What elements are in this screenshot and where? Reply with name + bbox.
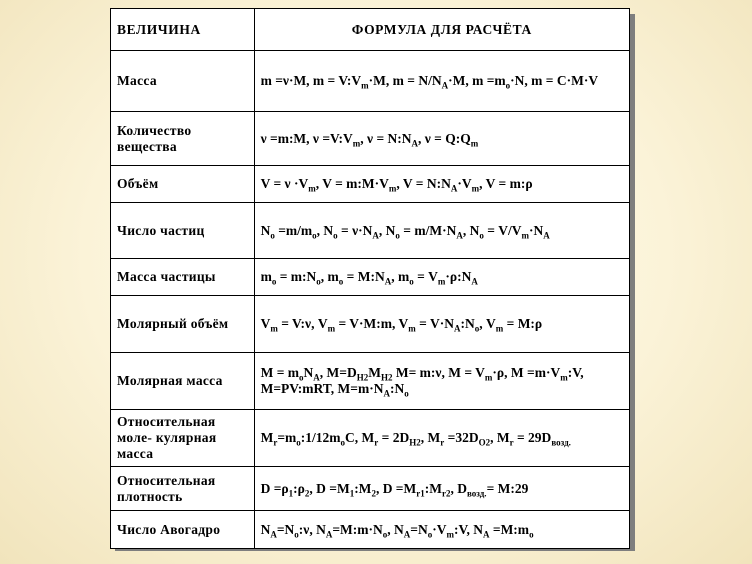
table-row — [111, 353, 630, 410]
formula-cell: $M = m_оN_A$, $M=D_{H2}M_{H2}$ M= m:ν, $M = V_m\cdot\rho$, $M =m\cdot V_m:V$, M=PV:mRT, $M=m\cdot N_A:N_о$ — [254, 353, 629, 410]
table-row — [111, 166, 630, 203]
formula-cell: $N_о =m/m_о$, $N_о = \nu\cdot N_A$, $N_о = m/M\cdot N_A$, $N_о = V/V_m\cdot N_A$ — [254, 203, 629, 259]
quantity-cell: Объём — [111, 166, 255, 203]
quantity-cell: Число частиц — [111, 203, 255, 259]
formula-cell: $V_m$ = V:ν, $V_m$ = V·M:m, $V_m$ = $V\cdot N_A:N_о$, $V_m$ = M:ρ — [254, 296, 629, 353]
table-row — [111, 203, 630, 259]
table-row — [111, 410, 630, 467]
table-row — [111, 112, 630, 166]
quantity-cell: Количество вещества — [111, 112, 255, 166]
formula-cell: ν =m:M, $\nu =V:V_m$, $\nu = N:N_A$, $\nu = Q:Q_m$ — [254, 112, 629, 166]
formula-cell: m =ν·M, $m = V:V_m\cdot M$, $m = N/N_A\cdot M$, $m =m_о\cdot N$, m = C·M·V — [254, 51, 629, 112]
table-row — [111, 296, 630, 353]
formula-cell: $N_A=N_о:\nu$, $N_A=M:m\cdot N_о$, $N_A=N_о\cdot V_m:V$, $N_A$ $=M:m_о$ — [254, 511, 629, 549]
formula-cell: $M_r=m_о:1/12m_оC$, $M_r = 2D_{H2}$, $M_r =32D_{O2}$, $M_r = 29D_{возд.}$ — [254, 410, 629, 467]
formula-table — [110, 8, 630, 549]
quantity-cell: Масса — [111, 51, 255, 112]
header-formula: ФОРМУЛА ДЛЯ РАСЧЁТА — [254, 9, 629, 51]
table-row — [111, 259, 630, 296]
quantity-cell: Относительная моле- кулярная масса — [111, 410, 255, 467]
quantity-cell: Молярная масса — [111, 353, 255, 410]
quantity-cell: Число Авогадро — [111, 511, 255, 549]
quantity-cell: Относительная плотность — [111, 467, 255, 511]
table-row — [111, 51, 630, 112]
table-row — [111, 467, 630, 511]
table-header-row — [111, 9, 630, 51]
table-row — [111, 511, 630, 549]
header-quantity: ВЕЛИЧИНА — [111, 9, 255, 51]
formula-cell: $m_о$ = $m:N_о$, $m_о$ = $M:N_A$, $m_о$ = $V_m\cdot\rho:N_A$ — [254, 259, 629, 296]
formula-cell: $V = \nu \cdot V_m$, $V = m:M\cdot V_m$, $V = N:N_A\cdot V_m$, V = m:ρ — [254, 166, 629, 203]
quantity-cell: Молярный объём — [111, 296, 255, 353]
quantity-cell: Масса частицы — [111, 259, 255, 296]
formula-cell: $D =\rho_1:\rho_2$, $D =M_1:M_2$, $D =M_{r1}:M_{r2}$, $D_{возд.}=$ M:29 — [254, 467, 629, 511]
